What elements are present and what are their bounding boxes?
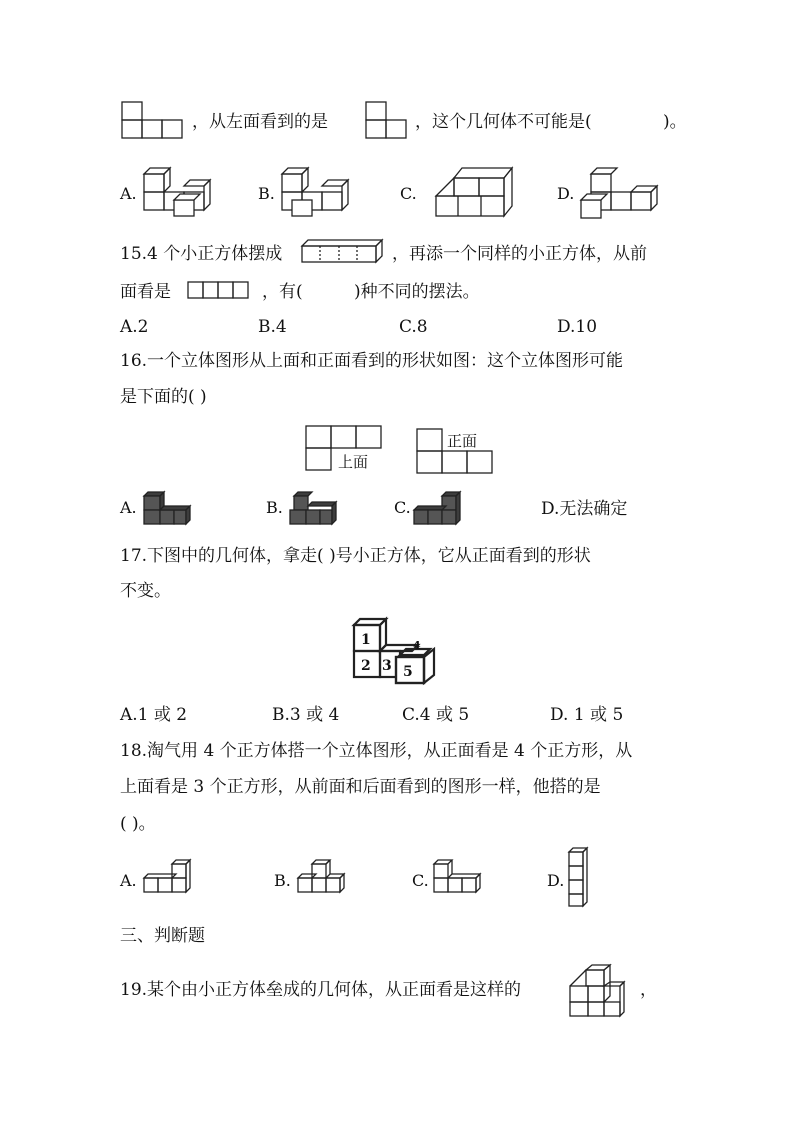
q17-cube-number-1: 1: [361, 632, 371, 648]
q14-text-left-view: ，从左面看到的是: [192, 112, 328, 132]
q17-option-b[interactable]: B.3 或 4: [272, 705, 340, 725]
q15-option-b[interactable]: B.4: [258, 317, 287, 337]
q18-option-b-figure: [294, 856, 350, 898]
q15-option-a[interactable]: A.2: [120, 317, 149, 337]
q17-option-c[interactable]: C.4 或 5: [402, 705, 470, 725]
q16-option-b-figure: [286, 488, 338, 528]
q14-option-c-figure: [432, 160, 516, 222]
q18-line2: 上面看是 3 个正方形，从前面和后面看到的图形一样，他搭的是: [120, 777, 601, 797]
q15-line2-c: )种不同的摆法。: [354, 282, 480, 302]
q14-front-view-figure: [121, 101, 185, 141]
q19-front-view-figure: [566, 962, 628, 1020]
q17-cube-number-4: 4: [413, 639, 421, 652]
q17-cube-number-5: 5: [403, 664, 413, 680]
q16-line2: 是下面的( ): [120, 387, 207, 407]
q14-option-a-figure: [140, 160, 214, 220]
q14-option-b[interactable]: B.: [258, 184, 275, 203]
q15-line1-b: ，再添一个同样的小正方体，从前: [392, 244, 647, 264]
q19-tail: ，: [640, 980, 657, 1000]
q15-line2-b: ，有(: [262, 282, 303, 302]
q18-line1: 18.淘气用 4 个正方体搭一个立体图形，从正面看是 4 个正方形，从: [120, 741, 633, 761]
q15-front-view-figure: [187, 280, 253, 302]
q16-label-top: 上面: [338, 453, 369, 471]
q17-line2: 不变。: [120, 581, 171, 601]
q18-option-c-figure: [430, 856, 486, 898]
q15-option-d[interactable]: D.10: [557, 317, 598, 337]
q14-option-d-figure: [577, 160, 667, 222]
q14-option-c[interactable]: C.: [400, 184, 417, 203]
q14-option-a[interactable]: A.: [120, 184, 137, 203]
q14-close-paren: )。: [663, 112, 687, 132]
q15-line2-a: 面看是: [120, 282, 171, 302]
q18-option-d[interactable]: D.: [547, 871, 565, 890]
q16-option-a-figure: [140, 488, 192, 528]
q19-line1: 19.某个由小正方体垒成的几何体，从正面看是这样的: [120, 980, 522, 1000]
section-title-judgment: 三、判断题: [120, 926, 205, 946]
q17-option-a[interactable]: A.1 或 2: [120, 705, 188, 725]
q15-option-c[interactable]: C.8: [399, 317, 428, 337]
q16-label-front: 正面: [447, 432, 478, 450]
q16-option-c[interactable]: C.: [394, 498, 411, 517]
q18-option-a-figure: [140, 856, 196, 898]
q16-option-c-figure: [410, 488, 462, 528]
q16-option-a[interactable]: A.: [120, 498, 137, 517]
q18-line3: ( )。: [120, 814, 156, 834]
q14-left-view-figure: [365, 101, 409, 141]
q16-option-b[interactable]: B.: [266, 498, 283, 517]
q18-option-c[interactable]: C.: [412, 871, 429, 890]
q17-numbered-cubes-figure: [350, 615, 440, 689]
q16-line1: 16.一个立体图形从上面和正面看到的形状如图：这个立体图形可能: [120, 351, 624, 371]
q17-cube-number-3: 3: [382, 658, 392, 674]
q16-option-d[interactable]: D.无法确定: [541, 499, 628, 519]
q15-line1-a: 15.4 个小正方体摆成: [120, 244, 283, 264]
q15-four-cubes-figure: [300, 238, 386, 266]
q17-cube-number-2: 2: [361, 658, 371, 674]
q17-option-d[interactable]: D. 1 或 5: [550, 705, 624, 725]
q18-option-a[interactable]: A.: [120, 871, 137, 890]
q17-line1: 17.下图中的几何体，拿走( )号小正方体，它从正面看到的形状: [120, 546, 591, 566]
q18-option-b[interactable]: B.: [274, 871, 291, 890]
q14-option-b-figure: [278, 160, 352, 220]
q14-option-d[interactable]: D.: [557, 184, 575, 203]
q14-question-text: ，这个几何体不可能是(: [415, 112, 592, 132]
q18-option-d-figure: [567, 846, 591, 910]
